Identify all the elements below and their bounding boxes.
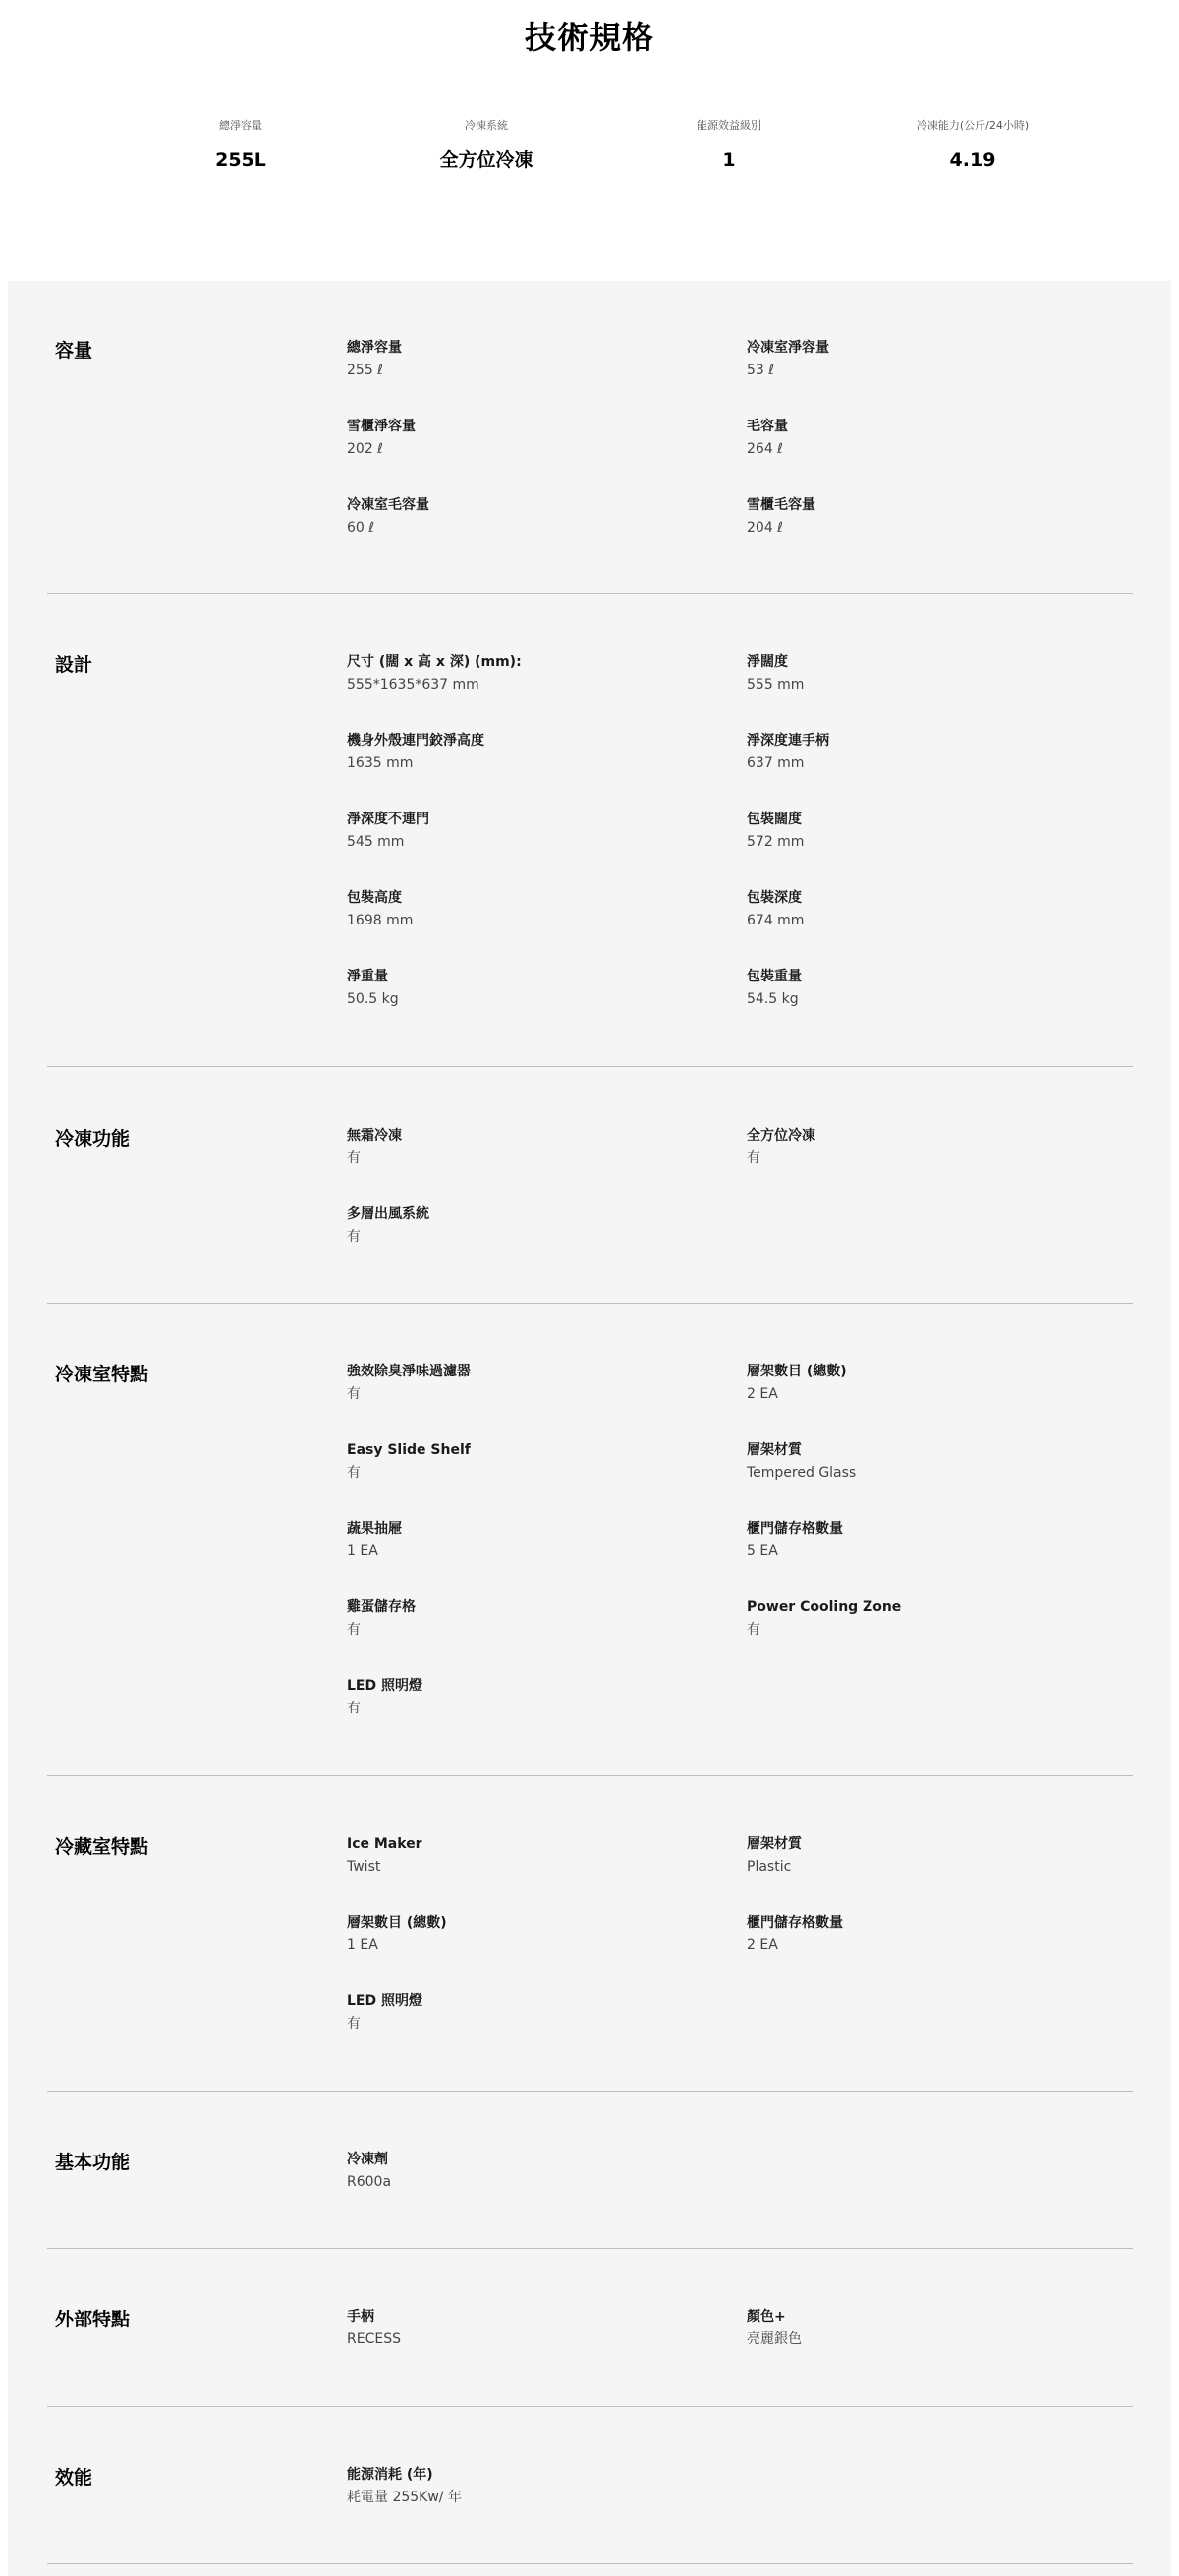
section-title: 外部特點 bbox=[55, 2309, 131, 2330]
highlight-value: 4.19 bbox=[949, 149, 996, 171]
spec-value: 674 mm bbox=[747, 913, 805, 928]
spec-item bbox=[347, 417, 720, 459]
spec-value: 637 mm bbox=[747, 756, 805, 771]
spec-item bbox=[347, 888, 720, 930]
spec-label: LED 照明燈 bbox=[347, 1678, 422, 1694]
spec-item bbox=[347, 1834, 720, 1876]
spec-label: 層架數目 (總數) bbox=[347, 1915, 447, 1931]
spec-value: 有 bbox=[347, 1465, 361, 1481]
spec-item bbox=[747, 1362, 1120, 1404]
section-title: 冷藏室特點 bbox=[55, 1836, 149, 1858]
spec-value: 53 ℓ bbox=[747, 363, 775, 378]
spec-item bbox=[347, 1519, 720, 1561]
highlight-label: 總淨容量 bbox=[219, 119, 262, 132]
section-title: 設計 bbox=[55, 654, 93, 676]
spec-item bbox=[747, 731, 1120, 773]
spec-label: LED 照明燈 bbox=[347, 1993, 422, 2009]
spec-value: 1698 mm bbox=[347, 913, 414, 928]
highlight-value: 255L bbox=[215, 149, 266, 171]
section-title: 冷凍功能 bbox=[55, 1128, 131, 1149]
spec-value: 50.5 kg bbox=[347, 991, 399, 1007]
spec-label: 包裝深度 bbox=[747, 890, 802, 906]
spec-value: 60 ℓ bbox=[347, 520, 375, 535]
spec-label: Power Cooling Zone bbox=[747, 1599, 902, 1615]
spec-value: 202 ℓ bbox=[347, 441, 383, 457]
spec-item bbox=[347, 1204, 720, 1247]
section-title: 效能 bbox=[55, 2467, 93, 2489]
spec-value: 耗電量 255Kw/ 年 bbox=[347, 2490, 462, 2505]
spec-label: 層架材質 bbox=[747, 1836, 802, 1852]
spec-value: Tempered Glass bbox=[747, 1465, 857, 1481]
spec-label: 機身外殼連門鉸淨高度 bbox=[347, 733, 484, 749]
spec-value: 有 bbox=[347, 1229, 361, 1245]
spec-item bbox=[747, 888, 1120, 930]
spec-item bbox=[347, 1440, 720, 1483]
page-title: 技術規格 bbox=[524, 19, 654, 56]
section-divider bbox=[47, 2406, 1133, 2407]
spec-label: 冷凍劑 bbox=[347, 2152, 388, 2167]
spec-label: 蔬果抽屜 bbox=[347, 1521, 402, 1537]
spec-label: 冷凍室毛容量 bbox=[347, 497, 429, 513]
spec-item bbox=[747, 1913, 1120, 1955]
spec-value: 有 bbox=[747, 1150, 760, 1166]
spec-value: 有 bbox=[347, 2016, 361, 2032]
spec-value: 255 ℓ bbox=[347, 363, 383, 378]
spec-label: Ice Maker bbox=[347, 1836, 422, 1852]
highlight-item bbox=[855, 118, 1091, 173]
spec-label: 淨重量 bbox=[347, 969, 388, 984]
spec-item bbox=[347, 1126, 720, 1168]
spec-label: Easy Slide Shelf bbox=[347, 1442, 471, 1458]
spec-item bbox=[347, 2307, 720, 2349]
spec-value: 有 bbox=[347, 1622, 361, 1638]
section-divider bbox=[47, 1303, 1133, 1304]
section-divider bbox=[47, 1775, 1133, 1776]
spec-value: RECESS bbox=[347, 2331, 401, 2347]
spec-table bbox=[8, 281, 1171, 2576]
spec-item bbox=[347, 810, 720, 852]
spec-value: 有 bbox=[347, 1701, 361, 1716]
spec-item bbox=[747, 1834, 1120, 1876]
spec-value: 1 EA bbox=[347, 1937, 378, 1953]
spec-item bbox=[347, 1991, 720, 2034]
spec-value: 204 ℓ bbox=[747, 520, 783, 535]
spec-label: 全方位冷凍 bbox=[747, 1128, 815, 1144]
spec-label: 尺寸 (闊 x 高 x 深) (mm): bbox=[347, 654, 522, 670]
spec-label: 櫃門儲存格數量 bbox=[747, 1915, 843, 1931]
spec-value: 1 EA bbox=[347, 1543, 378, 1559]
spec-value: 有 bbox=[347, 1150, 361, 1166]
spec-label: 包裝闊度 bbox=[747, 812, 802, 827]
spec-label: 包裝高度 bbox=[347, 890, 402, 906]
spec-label: 櫃門儲存格數量 bbox=[747, 1521, 843, 1537]
spec-label: 顏色+ bbox=[747, 2309, 786, 2324]
spec-value: 有 bbox=[747, 1622, 760, 1638]
spec-label: 毛容量 bbox=[747, 419, 788, 434]
spec-item bbox=[747, 2307, 1120, 2349]
spec-value: 亮麗銀色 bbox=[747, 2331, 802, 2347]
spec-label: 冷凍室淨容量 bbox=[747, 340, 829, 356]
spec-value: 555 mm bbox=[747, 677, 805, 693]
spec-item bbox=[747, 810, 1120, 852]
spec-label: 強效除臭淨味過濾器 bbox=[347, 1364, 471, 1379]
spec-label: 手柄 bbox=[347, 2309, 374, 2324]
spec-item bbox=[747, 652, 1120, 695]
section-title: 容量 bbox=[55, 340, 93, 362]
section-divider bbox=[47, 2248, 1133, 2249]
spec-item bbox=[347, 1597, 720, 1640]
spec-value: R600a bbox=[347, 2174, 392, 2190]
spec-item bbox=[347, 1362, 720, 1404]
highlight-label: 冷凍能力(公斤/24小時) bbox=[916, 119, 1030, 132]
spec-item bbox=[347, 1913, 720, 1955]
spec-value: 5 EA bbox=[747, 1543, 778, 1559]
highlight-value: 1 bbox=[722, 149, 736, 171]
spec-label: 多層出風系統 bbox=[347, 1206, 429, 1222]
spec-label: 淨深度不連門 bbox=[347, 812, 429, 827]
spec-item bbox=[347, 338, 720, 380]
section-title: 基本功能 bbox=[55, 2152, 131, 2173]
spec-label: 雞蛋儲存格 bbox=[347, 1599, 416, 1615]
spec-label: 包裝重量 bbox=[747, 969, 802, 984]
section-divider bbox=[47, 593, 1133, 594]
spec-item bbox=[347, 1676, 720, 1718]
section-divider bbox=[47, 2563, 1133, 2564]
spec-value: Twist bbox=[347, 1859, 381, 1875]
spec-value: 54.5 kg bbox=[747, 991, 799, 1007]
spec-label: 層架材質 bbox=[747, 1442, 802, 1458]
spec-item bbox=[747, 1440, 1120, 1483]
spec-value: 555*1635*637 mm bbox=[347, 677, 479, 693]
spec-value: 545 mm bbox=[347, 834, 405, 850]
spec-item bbox=[347, 2150, 720, 2192]
spec-item bbox=[747, 417, 1120, 459]
spec-item bbox=[347, 731, 720, 773]
spec-item bbox=[747, 1126, 1120, 1168]
spec-item bbox=[347, 2465, 720, 2507]
highlight-item bbox=[123, 118, 359, 173]
spec-value: Plastic bbox=[747, 1859, 792, 1875]
spec-label: 雪櫃淨容量 bbox=[347, 419, 416, 434]
spec-value: 2 EA bbox=[747, 1937, 778, 1953]
spec-value: 1635 mm bbox=[347, 756, 414, 771]
spec-item bbox=[747, 967, 1120, 1009]
spec-label: 總淨容量 bbox=[347, 340, 402, 356]
spec-item bbox=[347, 652, 720, 695]
highlight-label: 冷凍系統 bbox=[465, 119, 508, 132]
spec-item bbox=[747, 495, 1120, 537]
section-title: 冷凍室特點 bbox=[55, 1364, 149, 1385]
key-highlights bbox=[118, 118, 1100, 187]
highlight-value: 全方位冷凍 bbox=[439, 149, 533, 171]
spec-label: 淨闊度 bbox=[747, 654, 788, 670]
spec-item bbox=[747, 1597, 1120, 1640]
spec-item bbox=[347, 967, 720, 1009]
highlight-item bbox=[611, 118, 847, 173]
highlight-label: 能源效益級別 bbox=[697, 119, 761, 132]
section-divider bbox=[47, 1066, 1133, 1067]
spec-label: 能源消耗 (年) bbox=[347, 2467, 433, 2483]
spec-label: 無霜冷凍 bbox=[347, 1128, 402, 1144]
spec-value: 2 EA bbox=[747, 1386, 778, 1402]
spec-label: 層架數目 (總數) bbox=[747, 1364, 847, 1379]
spec-item bbox=[747, 338, 1120, 380]
spec-item bbox=[747, 1519, 1120, 1561]
spec-value: 264 ℓ bbox=[747, 441, 783, 457]
spec-value: 572 mm bbox=[747, 834, 805, 850]
spec-label: 雪櫃毛容量 bbox=[747, 497, 815, 513]
highlight-item bbox=[368, 118, 604, 173]
spec-label: 淨深度連手柄 bbox=[747, 733, 829, 749]
spec-item bbox=[347, 495, 720, 537]
section-divider bbox=[47, 2091, 1133, 2092]
spec-value: 有 bbox=[347, 1386, 361, 1402]
